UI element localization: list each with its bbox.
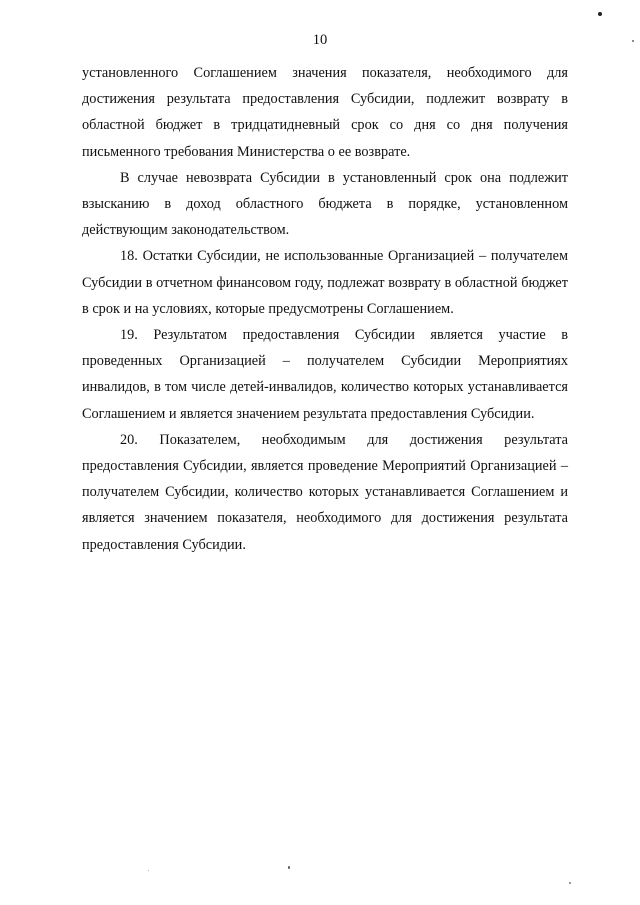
scan-speck xyxy=(632,40,634,42)
paragraph-continuation: установленного Соглашением значения показателя, необходимого для достижения результата предоставления Субсидии, подлежит возврату в областной бюджет в тридцатидневный срок со дня со дня получения письменного требования Министерства о ее возврате. xyxy=(82,65,568,160)
scan-speck xyxy=(598,12,602,16)
paragraph-non-return: В случае невозврата Субсидии в установленный срок она подлежит взысканию в доход областного бюджета в порядке, установленном действующим законодательством. xyxy=(82,169,568,239)
scan-speck xyxy=(148,870,149,871)
page-number: 10 xyxy=(312,32,328,48)
document-body xyxy=(82,60,568,558)
paragraph-19: 19. Результатом предоставления Субсидии является участие в проведенных Организацией – получателем Субсидии Мероприятиях инвалидов, в том числе детей-инвалидов, количество которых устанавливается Соглашением и является значением результата предоставления Субсидии. xyxy=(82,327,568,422)
paragraph-20: 20. Показателем, необходимым для достижения результата предоставления Субсидии, является проведение Мероприятий Организацией – получателем Субсидии, количество которых устанавливается Соглашением и является значением показателя, необходимого для достижения результата предоставления Субсидии. xyxy=(82,431,568,553)
scan-speck xyxy=(569,882,571,884)
scan-speck xyxy=(288,866,290,869)
paragraph-18: 18. Остатки Субсидии, не использованные Организацией – получателем Субсидии в отчетном финансовом году, подлежат возврату в областной бюджет в срок и на условиях, которые предусмотрены Соглашением. xyxy=(82,248,568,317)
